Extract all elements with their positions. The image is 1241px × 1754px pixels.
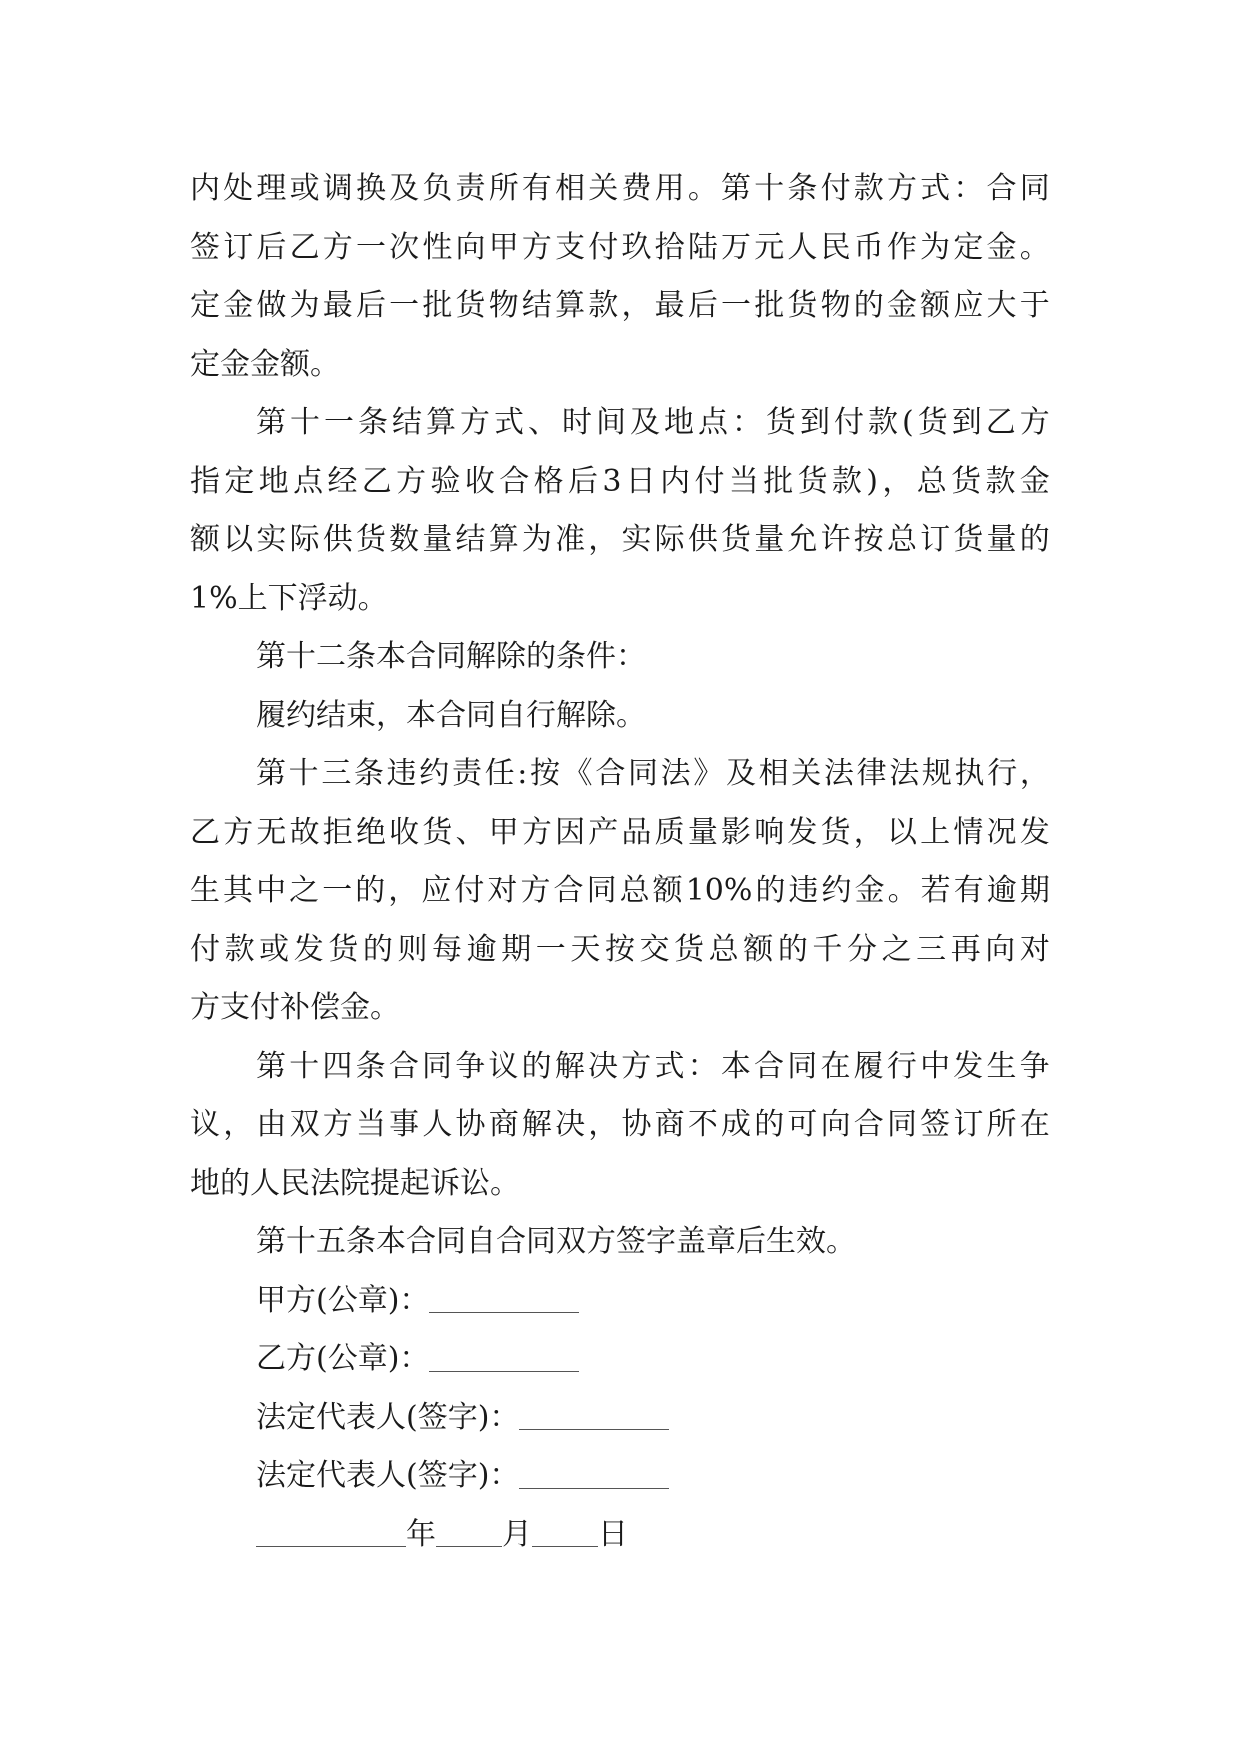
text-line: 第十二条本合同解除的条件： (256, 639, 646, 674)
day-blank (532, 1516, 598, 1547)
text-line: 1%上下浮动。 (190, 580, 388, 616)
document-page (190, 160, 1050, 1564)
rep-a-label: 法定代表人(签字)： (256, 1399, 520, 1435)
signature-party-a (190, 1272, 1050, 1331)
day-label: 日 (598, 1516, 628, 1552)
rep-b-blank (519, 1458, 669, 1489)
text-line: 生 其 中 之 一 的 ， 应 付 对 方 合 同 总 额 10% 的 违 约 金 。 若 有 逾 期 (190, 873, 1050, 908)
text-line: 履约结束，本合同自行解除。 (256, 697, 646, 733)
rep-b-label: 法定代表人(签字)： (256, 1458, 520, 1493)
party-b-label: 乙方(公章)： (256, 1341, 430, 1376)
year-label: 年 (406, 1516, 436, 1552)
signature-rep-a (190, 1389, 1050, 1448)
text-line: 签 订 后 乙 方 一 次 性 向 甲 方 支 付 玖 拾 陆 万 元 人 民 币 作 为 定 金 。 (190, 229, 1050, 265)
text-line: 定金金额。 (190, 346, 340, 382)
text-line: 第 十 一 条 结 算 方 式 、 时 间 及 地 点 ： 货 到 付 款 ( 货 到 乙 方 (256, 405, 1050, 440)
year-blank (256, 1516, 406, 1547)
text-line: 议 ， 由 双 方 当 事 人 协 商 解 决 ， 协 商 不 成 的 可 向 合 同 签 订 所 在 (190, 1107, 1050, 1142)
month-label: 月 (502, 1516, 532, 1552)
rep-a-blank (519, 1399, 669, 1430)
text-line: 第十五条本合同自合同双方签字盖章后生效。 (256, 1224, 856, 1259)
party-b-blank (429, 1341, 579, 1372)
signature-date (190, 1506, 1050, 1565)
text-line: 方支付补偿金。 (190, 990, 400, 1025)
text-line: 第 十 四 条 合 同 争 议 的 解 决 方 式 ： 本 合 同 在 履 行 中 发 生 争 (256, 1048, 1050, 1084)
text-line: 定 金 做 为 最 后 一 批 货 物 结 算 款 ， 最 后 一 批 货 物 的 金 额 应 大 于 (190, 288, 1050, 323)
text-line: 额 以 实 际 供 货 数 量 结 算 为 准 ， 实 际 供 货 量 允 许 按 总 订 货 量 的 (190, 522, 1050, 557)
signature-rep-b (190, 1447, 1050, 1506)
text-line: 内 处 理 或 调 换 及 负 责 所 有 相 关 费 用 。 第 十 条 付 款 方 式 ： 合 同 (190, 171, 1050, 206)
text-line: 指 定 地 点 经 乙 方 验 收 合 格 后 3 日 内 付 当 批 货 款 ) ， 总 货 款 金 (190, 463, 1050, 499)
text-line: 第 十 三 条 违 约 责 任 : 按 《 合 同 法 》 及 相 关 法 律 法 规 执 行 ， (256, 756, 1050, 791)
text-line: 乙 方 无 故 拒 绝 收 货 、 甲 方 因 产 品 质 量 影 响 发 货 ， 以 上 情 况 发 (190, 814, 1050, 850)
party-a-label: 甲方(公章)： (256, 1282, 430, 1318)
text-line: 付 款 或 发 货 的 则 每 逾 期 一 天 按 交 货 总 额 的 千 分 之 三 再 向 对 (190, 931, 1050, 967)
party-a-blank (429, 1282, 579, 1313)
text-line: 地的人民法院提起诉讼。 (190, 1165, 520, 1201)
signature-party-b (190, 1330, 1050, 1389)
month-blank (436, 1516, 502, 1547)
